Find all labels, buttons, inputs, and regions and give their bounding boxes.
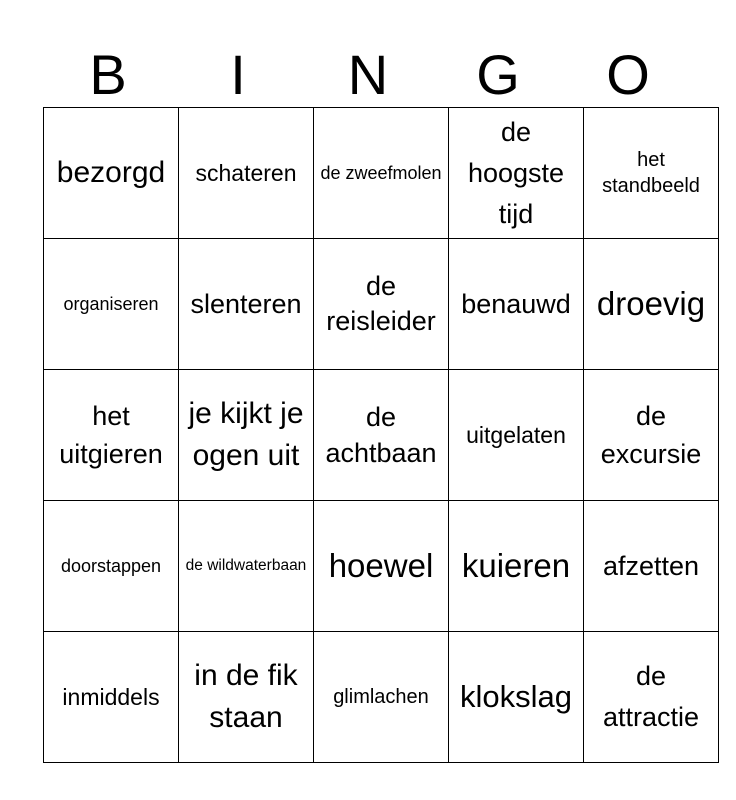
cell-text: bezorgd — [56, 156, 166, 189]
bingo-cell[interactable] — [449, 370, 584, 501]
bingo-cell[interactable] — [584, 501, 719, 632]
header-letter-b: B — [89, 43, 127, 106]
cell-text: afzetten — [602, 551, 700, 581]
bingo-cell[interactable] — [179, 239, 314, 370]
cell-text: inmiddels — [62, 684, 160, 710]
cell-text: de reisleider — [326, 271, 436, 336]
bingo-cell[interactable] — [314, 370, 449, 501]
bingo-cell[interactable] — [179, 108, 314, 239]
cell-text: doorstappen — [60, 556, 162, 576]
header-letter-g: G — [476, 43, 520, 106]
cell-text: de wildwaterbaan — [185, 557, 307, 574]
bingo-cell[interactable] — [44, 239, 179, 370]
cell-text: de attractie — [602, 661, 700, 732]
header-letter-i: I — [230, 43, 246, 106]
cell-text: in de fik staan — [194, 659, 298, 734]
bingo-card — [43, 107, 719, 763]
bingo-cell[interactable] — [449, 239, 584, 370]
cell-text: organiseren — [63, 294, 159, 314]
bingo-cell[interactable] — [584, 108, 719, 239]
cell-text: klokslag — [460, 679, 572, 714]
bingo-header — [43, 42, 693, 108]
bingo-cell[interactable] — [44, 632, 179, 763]
cell-text: benauwd — [461, 289, 571, 319]
bingo-row — [44, 501, 719, 632]
bingo-cell[interactable] — [449, 501, 584, 632]
bingo-cell[interactable] — [449, 632, 584, 763]
bingo-cell[interactable] — [179, 501, 314, 632]
cell-text: glimlachen — [333, 686, 429, 708]
bingo-cell[interactable] — [314, 239, 449, 370]
cell-text: de zweefmolen — [320, 163, 442, 183]
header-letter-n: N — [347, 43, 389, 106]
bingo-cell[interactable] — [179, 370, 314, 501]
bingo-cell[interactable] — [584, 632, 719, 763]
cell-text: schateren — [195, 160, 297, 186]
bingo-cell[interactable] — [314, 108, 449, 239]
cell-text: het standbeeld — [602, 149, 700, 197]
cell-text: de excursie — [600, 401, 702, 469]
cell-text: het uitgieren — [59, 401, 163, 469]
bingo-cell[interactable] — [584, 239, 719, 370]
bingo-cell[interactable] — [314, 501, 449, 632]
cell-text: droevig — [596, 285, 706, 322]
bingo-row — [44, 632, 719, 763]
bingo-cell[interactable] — [44, 370, 179, 501]
bingo-cell[interactable] — [179, 632, 314, 763]
bingo-cell[interactable] — [44, 108, 179, 239]
bingo-cell[interactable] — [314, 632, 449, 763]
cell-text: kuieren — [461, 547, 571, 584]
bingo-row — [44, 370, 719, 501]
bingo-row — [44, 239, 719, 370]
cell-text: de hoogste tijd — [467, 116, 565, 229]
bingo-cell[interactable] — [449, 108, 584, 239]
cell-text: de achtbaan — [325, 402, 437, 468]
bingo-cell[interactable] — [44, 501, 179, 632]
bingo-row — [44, 108, 719, 239]
cell-text: hoewel — [328, 547, 434, 584]
cell-text: je kijkt je ogen uit — [188, 397, 304, 472]
cell-text: slenteren — [190, 289, 302, 319]
header-letter-o: O — [606, 43, 650, 106]
bingo-cell[interactable] — [584, 370, 719, 501]
cell-text: uitgelaten — [466, 422, 566, 448]
